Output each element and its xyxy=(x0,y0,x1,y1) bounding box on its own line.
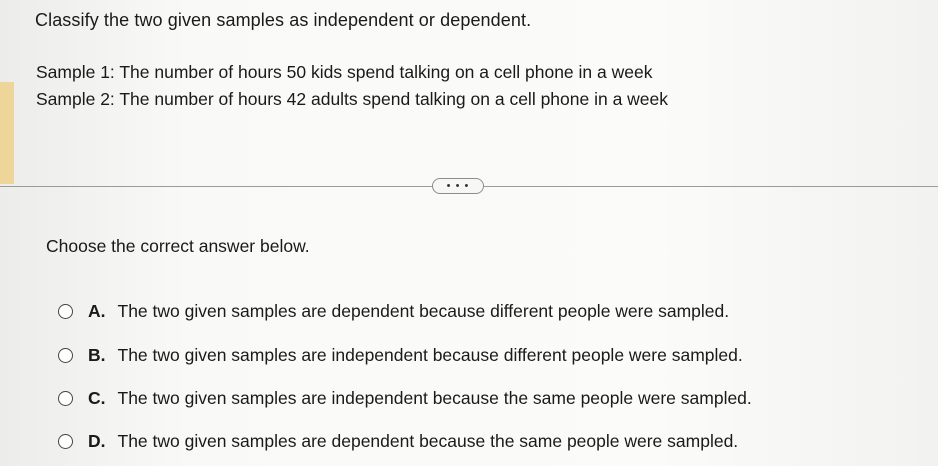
option-text-c: The two given samples are independent because the same people were sampled. xyxy=(117,387,752,408)
answer-option-b[interactable] xyxy=(58,343,743,367)
sample-2-text: Sample 2: The number of hours 42 adults spend talking on a cell phone in a week xyxy=(36,89,669,109)
answer-option-a[interactable] xyxy=(58,299,729,323)
option-text-a: The two given samples are dependent because different people were sampled. xyxy=(117,300,730,321)
option-letter-b: B. xyxy=(88,344,106,365)
option-letter-d: D. xyxy=(88,430,106,451)
radio-button-b[interactable] xyxy=(58,348,73,363)
left-accent-strip xyxy=(0,82,14,184)
option-letter-c: C. xyxy=(88,387,106,408)
answer-instruction: Choose the correct answer below. xyxy=(46,236,310,256)
radio-button-c[interactable] xyxy=(58,391,73,406)
expand-more-button[interactable]: • • • xyxy=(432,178,484,194)
answer-option-c[interactable] xyxy=(58,386,752,410)
option-text-b: The two given samples are independent because different people were sampled. xyxy=(117,344,743,365)
radio-button-a[interactable] xyxy=(58,304,73,319)
sample-1-text: Sample 1: The number of hours 50 kids spend talking on a cell phone in a week xyxy=(36,62,653,82)
answer-option-d[interactable] xyxy=(58,429,738,453)
option-letter-a: A. xyxy=(88,300,106,321)
question-prompt: Classify the two given samples as independent or dependent. xyxy=(35,10,532,30)
option-text-d: The two given samples are dependent because the same people were sampled. xyxy=(117,430,739,451)
radio-button-d[interactable] xyxy=(58,434,73,449)
